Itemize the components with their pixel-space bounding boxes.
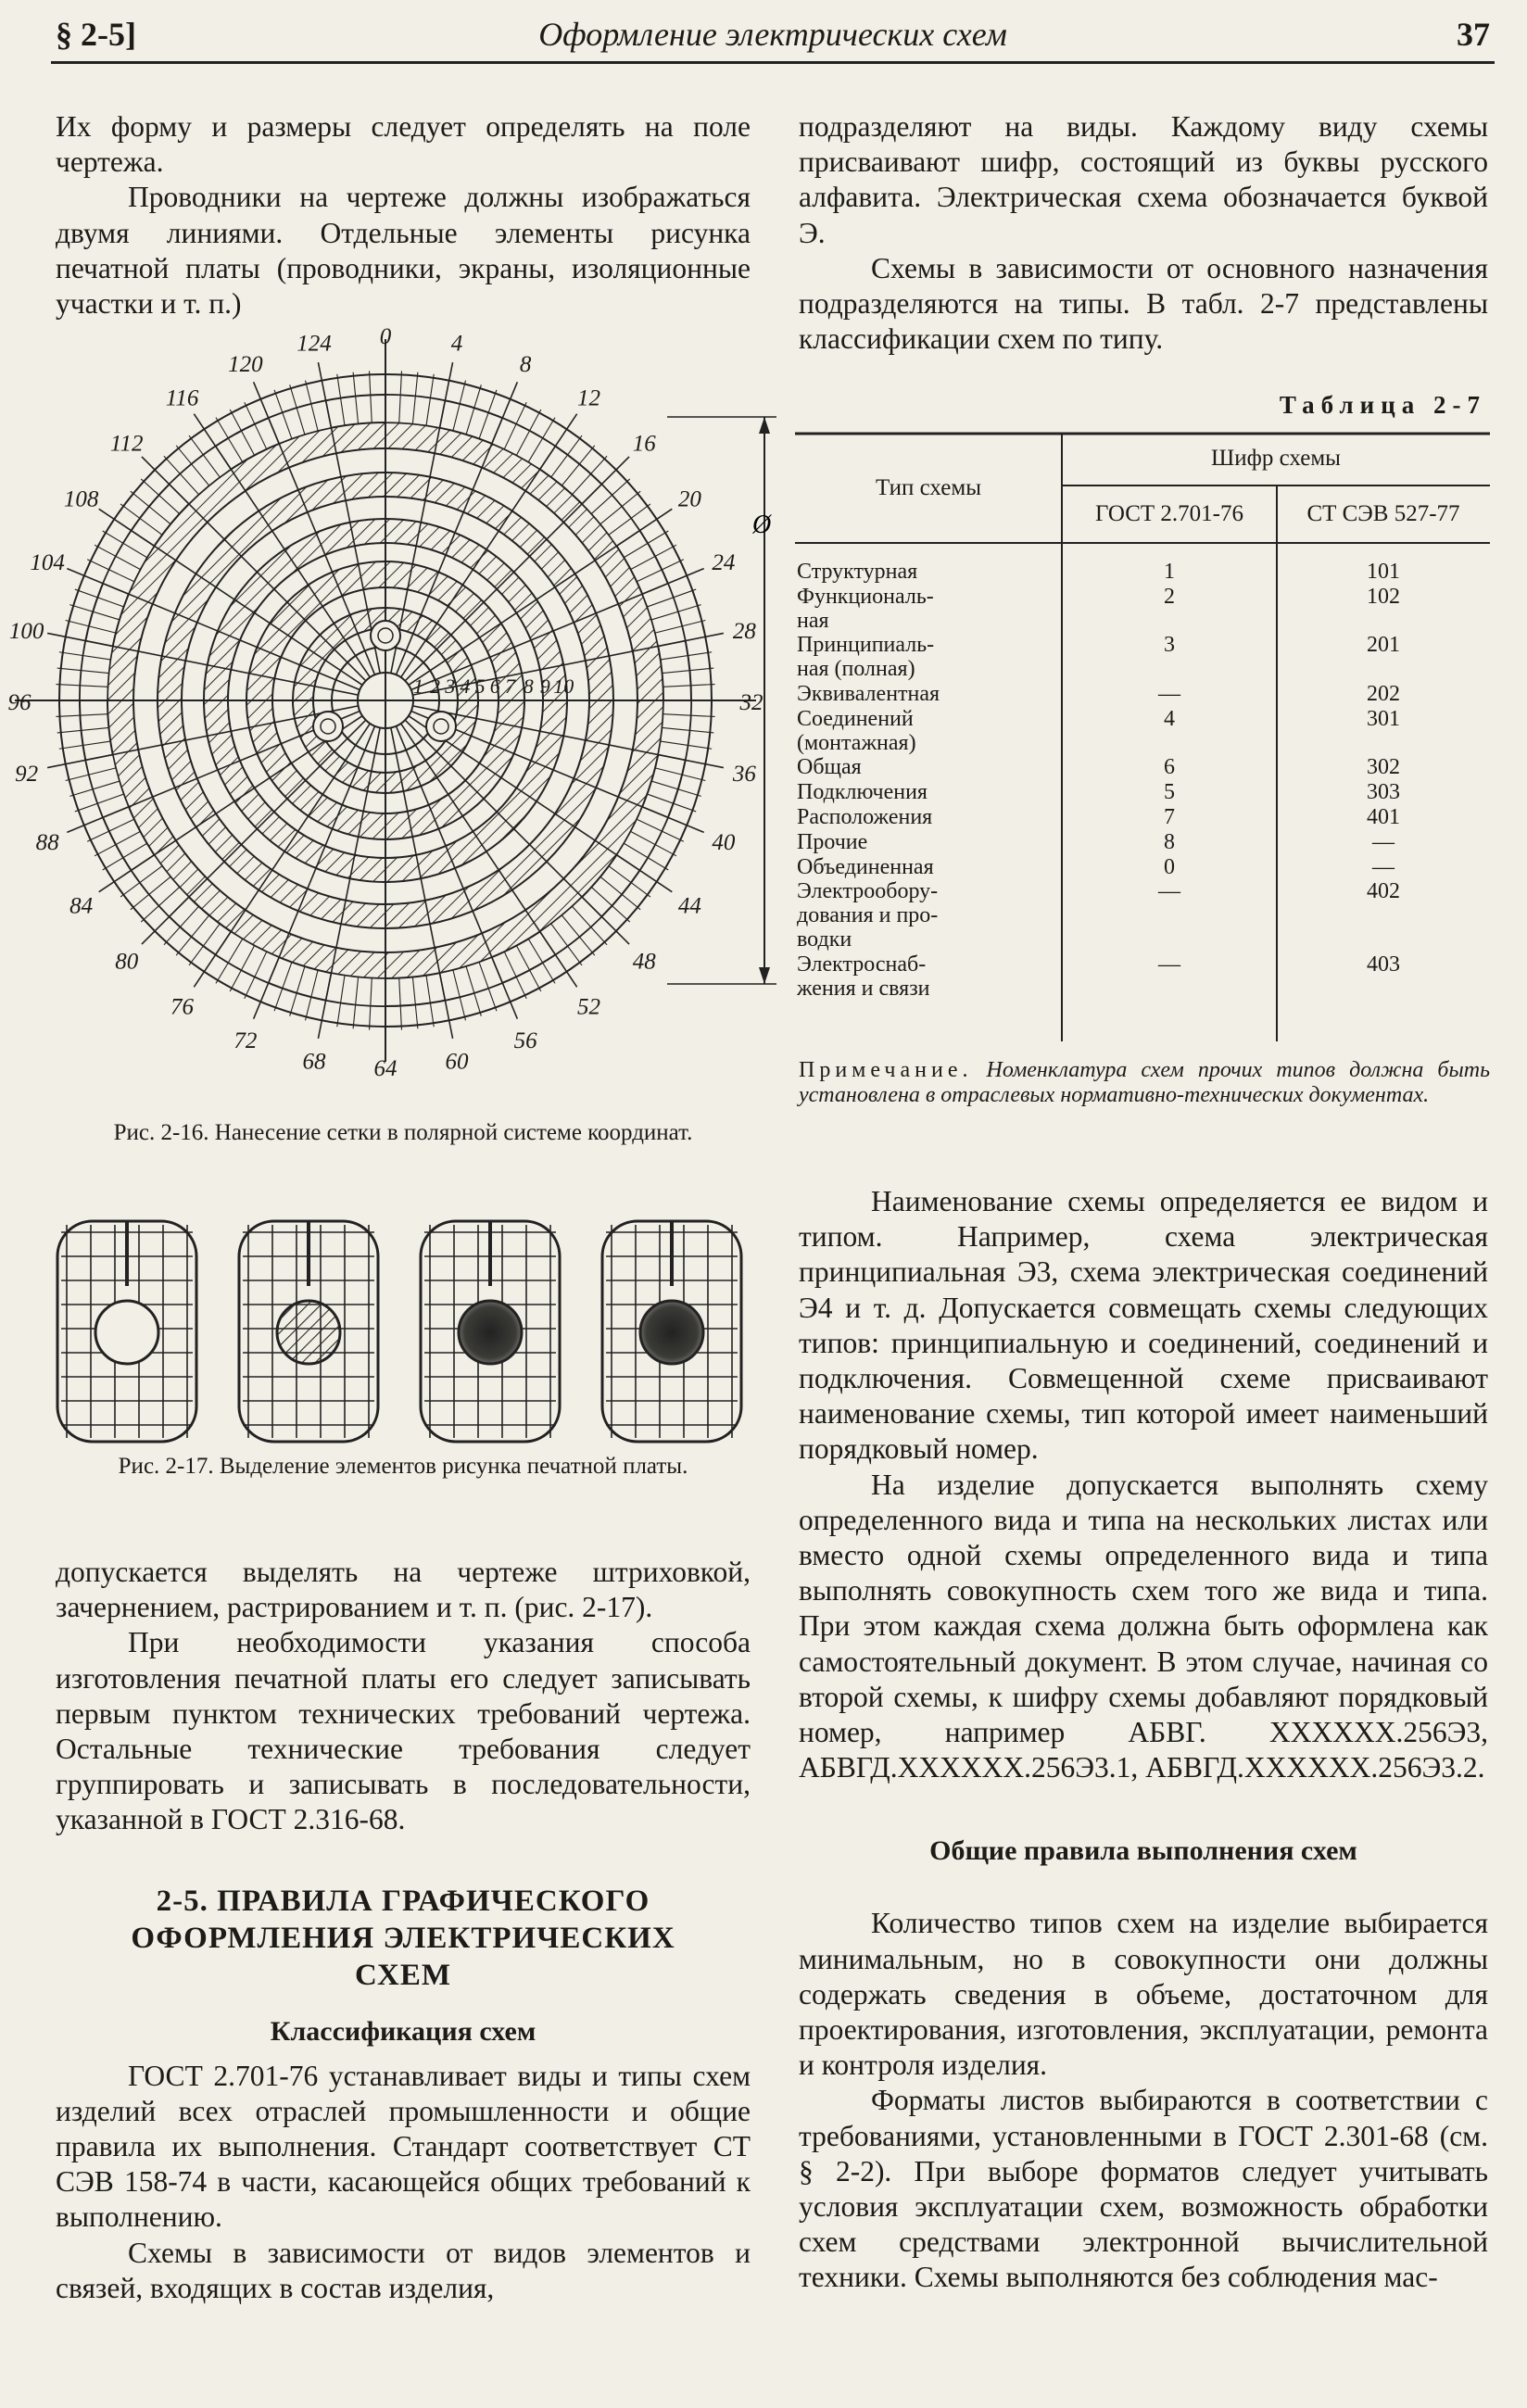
- element-tile: [421, 1221, 560, 1442]
- table-cell-gost: 6: [1164, 755, 1175, 780]
- angle-label: 60: [445, 1049, 469, 1075]
- angle-label: 76: [170, 994, 195, 1020]
- dimension-label: Ø: [752, 511, 772, 539]
- angle-label: 68: [302, 1049, 326, 1075]
- type-line: Расположения: [797, 805, 933, 829]
- left-paragraph-1: Их форму и размеры следует определять на поле чертежа.: [56, 110, 751, 179]
- header-section: § 2-5]: [56, 16, 136, 53]
- right-paragraph-2: Схемы в зависимости от основного назначения подразделяются на типы. В табл. 2-7 представлены классификации схем по типу.: [799, 251, 1488, 356]
- angle-label: 32: [739, 690, 764, 715]
- type-line: ная (полная): [797, 657, 915, 682]
- table-cell-gost: —: [1158, 952, 1180, 977]
- type-line: ная: [797, 608, 829, 633]
- angle-label: 116: [165, 385, 199, 411]
- table-cell-gost: 8: [1164, 829, 1175, 854]
- note-text: Номенклатура схем прочих типов должна быть установлена в отраслевых нормативно-технических документах.: [799, 1058, 1490, 1107]
- table-cell-st-sev: 202: [1367, 682, 1400, 706]
- type-line: Структурная: [797, 560, 918, 584]
- angle-label: 12: [576, 385, 600, 411]
- angle-label: 44: [677, 893, 701, 919]
- type-line: Функциональ-: [797, 584, 934, 609]
- table-cell-st-sev: —: [1372, 854, 1394, 879]
- table-cell-gost: 7: [1164, 805, 1175, 829]
- ring-number: 2: [430, 674, 440, 698]
- angle-label: 120: [228, 352, 263, 378]
- angle-label: 84: [69, 893, 94, 919]
- angle-label: 80: [115, 949, 139, 975]
- angle-label: 92: [15, 762, 39, 788]
- ring-number: 4: [460, 674, 471, 698]
- table-cell-st-sev: 102: [1367, 584, 1400, 609]
- header-title: Оформление электрических схем: [538, 16, 1007, 53]
- figure-2-16-caption: Рис. 2-16. Нанесение сетки в полярной системе координат.: [113, 1120, 693, 1145]
- table-cell-st-sev: 403: [1367, 952, 1400, 977]
- table-row-type: [797, 586, 1058, 634]
- table-cell-st-sev: —: [1372, 829, 1394, 854]
- table-cell-st-sev: 302: [1367, 755, 1400, 780]
- table-row-type: [797, 781, 1058, 805]
- angle-label: 124: [297, 331, 332, 357]
- angle-label: 28: [732, 618, 756, 644]
- right-paragraph-6: Форматы листов выбираются в соответствии с требованиями, установленными в ГОСТ 2.301-68 (см. § 2-2). При выборе форматов следует учитывать условия эксплуатации схем, возможность обработки схем средствами электронной вычислительной техники. Схемы выполняются без соблюдения мас-: [799, 2084, 1488, 2294]
- angle-label: 72: [233, 1027, 258, 1053]
- angle-label: 16: [632, 431, 656, 457]
- type-line: Соединений: [797, 706, 914, 731]
- type-line: Общая: [797, 755, 862, 780]
- hole: [426, 712, 456, 741]
- left-paragraph-5: ГОСТ 2.701-76 устанавливает виды и типы схем изделий всех отраслей промышленности и общие правила их выполнения. Стандарт соответствует СТ СЭВ 158-74 в части, касающейся общих требований к выполнению.: [56, 2059, 751, 2234]
- table-note: [799, 1058, 1490, 1108]
- type-line: Эквивалентная: [797, 682, 940, 706]
- angle-label: 36: [732, 762, 756, 788]
- table-row-type: [797, 634, 1058, 682]
- element-tile: [602, 1221, 741, 1442]
- section-heading: 2-5. ПРАВИЛА ГРАФИЧЕСКОГО ОФОРМЛЕНИЯ ЭЛЕКТРИЧЕСКИХ СХЕМ: [131, 1884, 675, 1992]
- type-line: Электроснаб-: [797, 952, 927, 977]
- table-row-type: [797, 856, 1058, 880]
- subheading-general-rules: Общие правила выполнения схем: [929, 1835, 1357, 1867]
- arrow-bottom: [759, 967, 770, 984]
- angle-label: 40: [712, 830, 736, 856]
- column-header-type: Тип схемы: [875, 475, 981, 500]
- angle-label: 48: [632, 949, 656, 975]
- right-paragraph-1: подразделяют на виды. Каждому виду схемы присваивают шифр, состоящий из буквы русского алфавита. Электрическая схема обозначается буквой Э.: [799, 110, 1488, 249]
- type-line: жения и связи: [797, 976, 930, 1001]
- figure-2-16-polar-grid: [0, 324, 797, 1084]
- angle-label: 112: [109, 431, 144, 457]
- right-paragraph-3: Наименование схемы определяется ее видом и типом. Например, схема электрическая принципиальная Э3, схема электрическая соединений Э4 и т. д. Допускается совмещать схемы следующих типов: принципиальную и соединений, соединений и подключения. Совмещенной схеме присваивают наименование схемы, тип которой имеет наименьший порядковый номер.: [799, 1185, 1488, 1466]
- table-cell-st-sev: 301: [1367, 706, 1400, 731]
- left-paragraph-4: При необходимости указания способа изготовления печатной платы его следует записывать первым пунктом технических требований чертежа. Остальные технические требования следует группировать и записывать в последовательности, указанной в ГОСТ 2.316-68.: [56, 1626, 751, 1836]
- ring-number: 5: [474, 674, 486, 698]
- angle-label: 4: [450, 331, 463, 357]
- type-line: Электрообору-: [797, 879, 939, 904]
- right-top-text: [799, 109, 1488, 357]
- table-row-type: [797, 806, 1058, 830]
- pad-element: [640, 1301, 703, 1364]
- angle-label: 88: [35, 830, 59, 856]
- column-header-code: Шифр схемы: [1211, 446, 1341, 471]
- pad-element: [459, 1301, 522, 1364]
- table-cell-gost: —: [1158, 682, 1180, 706]
- ring-number: 10: [553, 674, 574, 698]
- left-paragraph-6: Схемы в зависимости от видов элементов и связей, входящих в состав изделия,: [56, 2236, 751, 2304]
- table-row-type: [797, 831, 1058, 855]
- right-paragraph-4: На изделие допускается выполнять схему определенного вида и типа на нескольких листах или вместо одной схемы определенного вида и типа выполнять совокупность схем того же вида и типа. При этом каждая схема должна быть оформлена как самостоятельный документ. В этом случае, начиная со второй схемы, к шифру схемы добавляют порядковый номер, например АБВГ. ХХХХХХ.256Э3, АБВГД.ХХХХХХ.256Э3.1, АБВГД.ХХХХХХ.256Э3.2.: [799, 1468, 1488, 1784]
- pad-element: [95, 1301, 158, 1364]
- table-row-type: [797, 953, 1058, 1002]
- ring-number: 9: [539, 674, 550, 698]
- table-row-type: [797, 683, 1058, 707]
- left-paragraph-3: допускается выделять на чертеже штриховкой, зачернением, растрированием и т. п. (рис. 2-17).: [56, 1556, 751, 1624]
- table-cell-gost: 4: [1164, 706, 1175, 731]
- angle-label: 104: [30, 549, 65, 575]
- pad-element: [277, 1301, 340, 1364]
- angle-label: 0: [379, 324, 392, 349]
- ring-number: 8: [523, 674, 534, 698]
- figure-2-17-elements: [0, 1204, 797, 1464]
- subheading-classification: Классификация схем: [270, 2015, 536, 2047]
- ring-number: 3: [445, 674, 456, 698]
- left-top-text: [56, 109, 751, 321]
- header-rule: [51, 61, 1495, 64]
- table-row-type: [797, 880, 1058, 952]
- table-cell-gost: 5: [1164, 780, 1175, 805]
- right-paragraph-5: Количество типов схем на изделие выбирается минимальным, но в совокупности они должны содержать сведения в объеме, достаточном для проектирования, изготовления, эксплуатации, ремонта и контроля изделия.: [799, 1907, 1488, 2082]
- angle-label: 100: [8, 618, 44, 644]
- table-row-type: [797, 756, 1058, 780]
- table-cell-gost: 3: [1164, 633, 1175, 658]
- hole: [371, 621, 400, 650]
- angle-label: 96: [7, 690, 32, 715]
- table-row-type: [797, 561, 1058, 585]
- running-header: [56, 7, 1490, 61]
- angle-label: 20: [677, 486, 701, 512]
- table-cell-gost: 2: [1164, 584, 1175, 609]
- column-header-st-sev: СТ СЭВ 527-77: [1306, 501, 1460, 526]
- element-tile: [239, 1221, 378, 1442]
- ring-number: 1: [413, 674, 423, 698]
- table-cell-st-sev: 201: [1367, 633, 1400, 658]
- angle-label: 24: [712, 549, 736, 575]
- arrow-top: [759, 417, 770, 434]
- table-cell-gost: 1: [1164, 560, 1175, 584]
- table-title: Таблица 2-7: [1279, 391, 1486, 419]
- ring-number: 6: [489, 674, 500, 698]
- type-line: дования и про-: [797, 903, 939, 928]
- type-line: водки: [797, 927, 852, 952]
- page-number: 37: [1457, 16, 1490, 53]
- table-cell-st-sev: 402: [1367, 879, 1400, 904]
- ring-number: 7: [505, 674, 515, 698]
- table-row-type: [797, 708, 1058, 756]
- figure-2-17-caption: Рис. 2-17. Выделение элементов рисунка печатной платы.: [118, 1454, 688, 1479]
- hole: [313, 712, 343, 741]
- table-cell-gost: —: [1158, 879, 1180, 904]
- table-2-7: [795, 434, 1490, 1045]
- table-cell-st-sev: 101: [1367, 560, 1400, 584]
- column-header-gost: ГОСТ 2.701-76: [1095, 501, 1243, 526]
- type-line: Прочие: [797, 829, 868, 854]
- table-cell-st-sev: 303: [1367, 780, 1400, 805]
- note-label: Примечание.: [799, 1058, 973, 1082]
- angle-label: 56: [513, 1027, 537, 1053]
- angle-label: 108: [63, 486, 99, 512]
- right-lower-text: [799, 1184, 1488, 2296]
- type-line: Принципиаль-: [797, 633, 935, 658]
- left-paragraph-2: Проводники на чертеже должны изображаться двумя линиями. Отдельные элементы рисунка печатной платы (проводники, экраны, изоляционные участки и т. п.): [56, 181, 751, 321]
- angle-label: 64: [373, 1056, 398, 1081]
- left-lower-text: [56, 1555, 751, 2306]
- type-line: Подключения: [797, 780, 928, 805]
- type-line: (монтажная): [797, 730, 916, 755]
- angle-label: 8: [519, 352, 532, 378]
- angle-label: 52: [576, 994, 600, 1020]
- table-cell-gost: 0: [1164, 854, 1175, 879]
- type-line: Объединенная: [797, 854, 934, 879]
- table-cell-st-sev: 401: [1367, 805, 1400, 829]
- element-tile: [57, 1221, 196, 1442]
